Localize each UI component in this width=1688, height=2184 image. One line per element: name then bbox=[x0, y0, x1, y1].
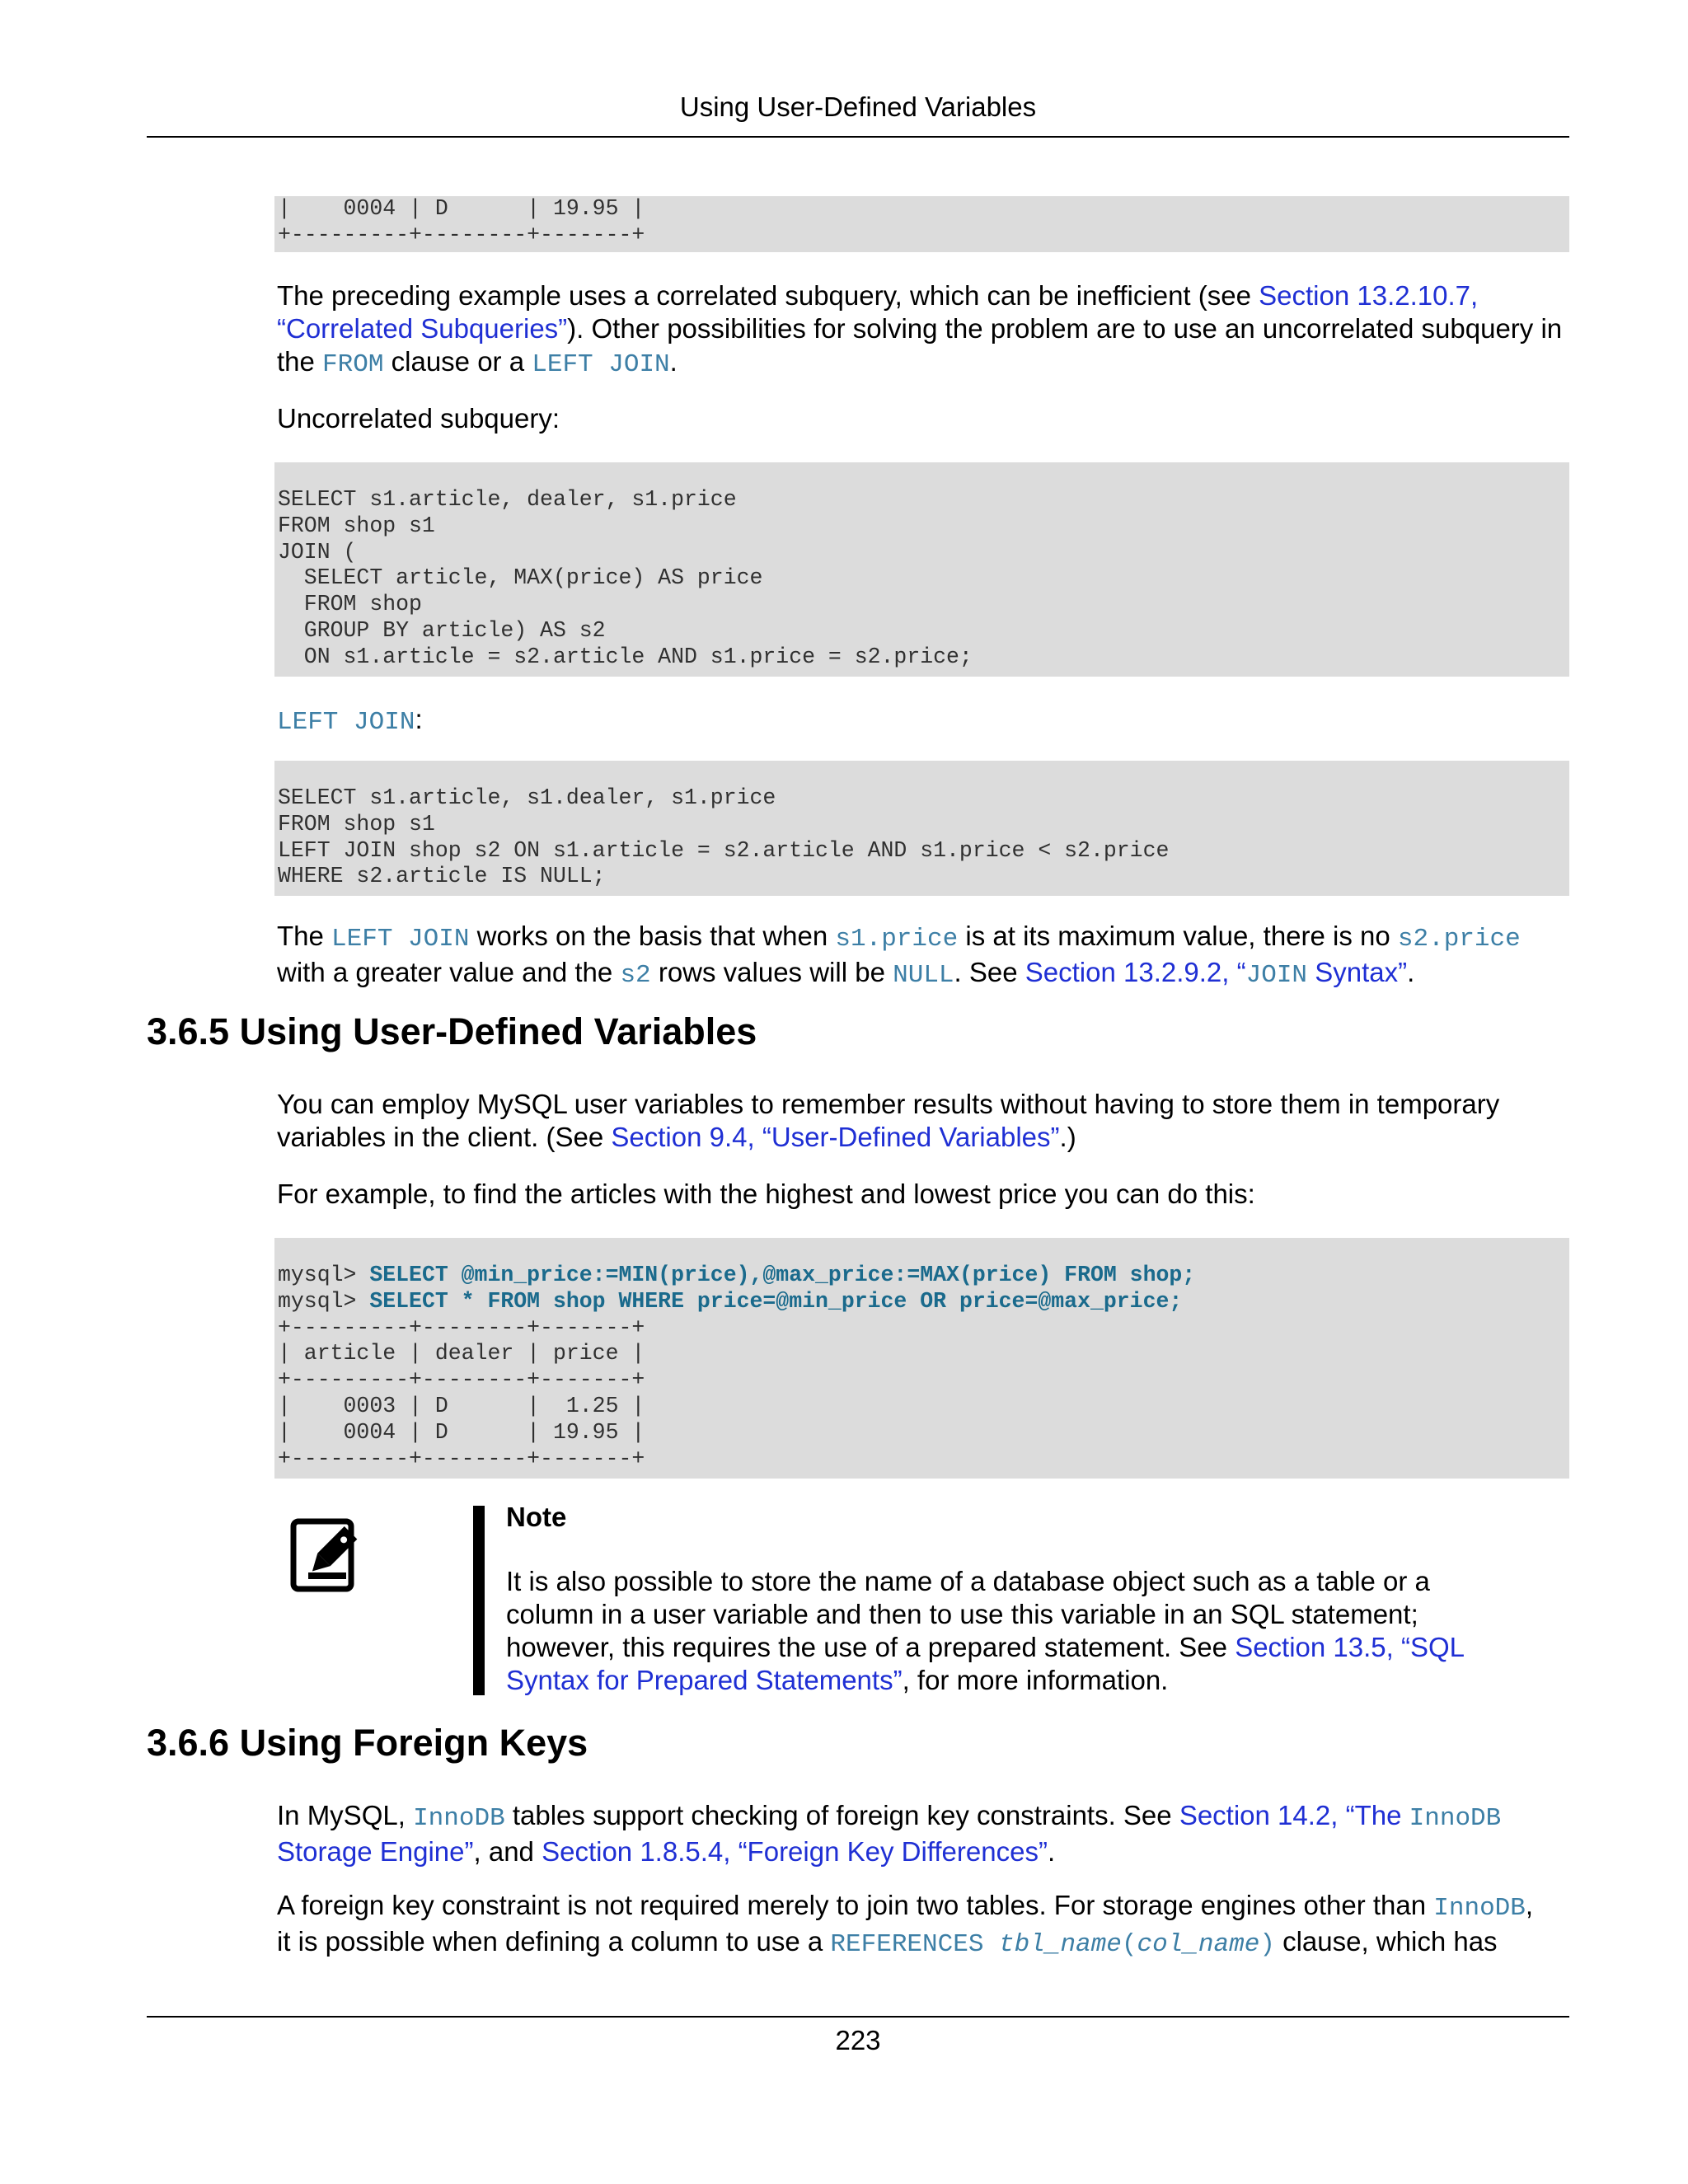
code-line: SELECT article, MAX(price) AS price bbox=[278, 565, 763, 591]
code-line: | 0004 | D | 19.95 | bbox=[278, 1419, 645, 1445]
code-line: FROM shop bbox=[278, 592, 422, 617]
paragraph-correlated-subquery: The preceding example uses a correlated subquery, which can be inefficient (see Section 13.2.10.7, “Correlated Subqueries”). Other possibilities for solving the problem are to use an uncorrelated subquery in the FROM clause or a LEFT JOIN. bbox=[277, 280, 1563, 379]
code-block-left-join bbox=[274, 761, 1569, 896]
code-line: mysql> SELECT @min_price:=MIN(price),@max_price:=MAX(price) FROM shop; bbox=[278, 1263, 1196, 1287]
paragraph-example-intro: For example, to find the articles with the highest and lowest price you can do this: bbox=[277, 1179, 1255, 1209]
paragraph-uncorrelated-label: Uncorrelated subquery: bbox=[277, 403, 560, 434]
code-line: mysql> SELECT * FROM shop WHERE price=@min_price OR price=@max_price; bbox=[278, 1288, 1183, 1314]
code-s2: s2 bbox=[620, 961, 651, 990]
code-block-result-tail bbox=[274, 196, 1569, 252]
section-heading-3-6-5: 3.6.5 Using User-Defined Variables bbox=[147, 1010, 757, 1052]
code-innodb: InnoDB bbox=[413, 1804, 505, 1833]
link-prepared-statements[interactable]: Syntax for Prepared Statements” bbox=[506, 1665, 903, 1695]
link-section-13-2-10-7[interactable]: Section 13.2.10.7, bbox=[1259, 280, 1479, 311]
note-pencil-icon bbox=[290, 1518, 359, 1594]
code-from: FROM bbox=[322, 350, 384, 379]
paragraph-left-join-label: LEFT JOIN: bbox=[277, 704, 423, 737]
code-line: | 0004 | D | 19.95 | bbox=[278, 196, 645, 221]
code-left-join: LEFT JOIN bbox=[331, 925, 470, 954]
code-left-join: LEFT JOIN bbox=[532, 350, 670, 379]
code-tbl-name: tbl_name bbox=[999, 1930, 1122, 1959]
running-header: Using User-Defined Variables bbox=[679, 91, 1037, 122]
code-block-user-variables bbox=[274, 1238, 1569, 1479]
header-rule bbox=[147, 136, 1569, 138]
code-line: JOIN ( bbox=[278, 539, 357, 565]
code-line: SELECT s1.article, dealer, s1.price bbox=[278, 487, 737, 512]
link-section-9-4[interactable]: Section 9.4, “User-Defined Variables” bbox=[611, 1122, 1060, 1152]
code-innodb: InnoDB bbox=[1433, 1894, 1526, 1923]
code-line: WHERE s2.article IS NULL; bbox=[278, 864, 606, 889]
code-line: +---------+--------+-------+ bbox=[278, 222, 645, 247]
code-line: | 0003 | D | 1.25 | bbox=[278, 1393, 645, 1418]
code-line: | article | dealer | price | bbox=[278, 1341, 645, 1366]
footer-rule bbox=[147, 2016, 1569, 2018]
link-join-syntax[interactable]: Section 13.2.9.2, “JOIN Syntax” bbox=[1025, 957, 1408, 990]
note-title: Note bbox=[506, 1502, 567, 1532]
paragraph-left-join-explanation: The LEFT JOIN works on the basis that when s1.price is at its maximum value, there is no s2.price with a greater value and the s2 rows values will be NULL. See Section 13.2.9.2, “JOIN Syntax”. bbox=[277, 921, 1521, 990]
code-line: LEFT JOIN shop s2 ON s1.article = s2.article AND s1.price < s2.price bbox=[278, 837, 1170, 863]
code-line: FROM shop s1 bbox=[278, 513, 435, 538]
code-s2-price: s2.price bbox=[1397, 925, 1521, 954]
code-line: FROM shop s1 bbox=[278, 811, 435, 837]
note-sidebar bbox=[473, 1506, 485, 1695]
code-block-uncorrelated-subquery bbox=[274, 462, 1569, 677]
code-line: SELECT s1.article, s1.dealer, s1.price bbox=[278, 785, 776, 810]
link-section-13-5[interactable]: Section 13.5, “SQL bbox=[1235, 1632, 1465, 1662]
code-left-join: LEFT JOIN bbox=[277, 708, 415, 737]
paragraph-foreign-keys-intro: In MySQL, InnoDB tables support checking of foreign key constraints. See Section 14.2, “The InnoDB Storage Engine”, and Section 1.8.5.4, “Foreign Key Differences”. bbox=[277, 1800, 1502, 1867]
code-col-name: col_name bbox=[1137, 1930, 1260, 1959]
code-s1-price: s1.price bbox=[835, 925, 959, 954]
paragraph-foreign-key-constraint: A foreign key constraint is not required merely to join two tables. For storage engines other than InnoDB, it is possible when defining a column to use a REFERENCES tbl_name(col_name) clause, which has bbox=[277, 1890, 1534, 1959]
link-section-14-2[interactable]: Section 14.2, “The InnoDB bbox=[1179, 1800, 1502, 1833]
link-storage-engine[interactable]: Storage Engine” bbox=[277, 1836, 474, 1867]
code-null: NULL bbox=[893, 961, 954, 990]
code-line: +---------+--------+-------+ bbox=[278, 1446, 645, 1471]
code-line: +---------+--------+-------+ bbox=[278, 1367, 645, 1393]
paragraph-user-variables-intro: You can employ MySQL user variables to remember results without having to store them in temporary variables in the client. (See Section 9.4, “User-Defined Variables”.) bbox=[277, 1089, 1500, 1152]
note-body: It is also possible to store the name of a database object such as a table or a column in a user variable and then to use this variable in an SQL statement; however, this requires the use of a prepared statement. See Section 13.5, “SQL Syntax for Prepared Statements”, for more information. bbox=[506, 1566, 1465, 1695]
code-references: REFERENCES bbox=[830, 1930, 1000, 1959]
code-line: ON s1.article = s2.article AND s1.price = s2.price; bbox=[278, 644, 973, 669]
code-line: +---------+--------+-------+ bbox=[278, 1315, 645, 1340]
link-correlated-subqueries[interactable]: “Correlated Subqueries” bbox=[277, 313, 568, 344]
code-line: GROUP BY article) AS s2 bbox=[278, 617, 606, 643]
page-number: 223 bbox=[835, 2025, 881, 2055]
link-section-1-8-5-4[interactable]: Section 1.8.5.4, “Foreign Key Differences” bbox=[542, 1836, 1048, 1867]
section-heading-3-6-6: 3.6.6 Using Foreign Keys bbox=[147, 1722, 588, 1764]
